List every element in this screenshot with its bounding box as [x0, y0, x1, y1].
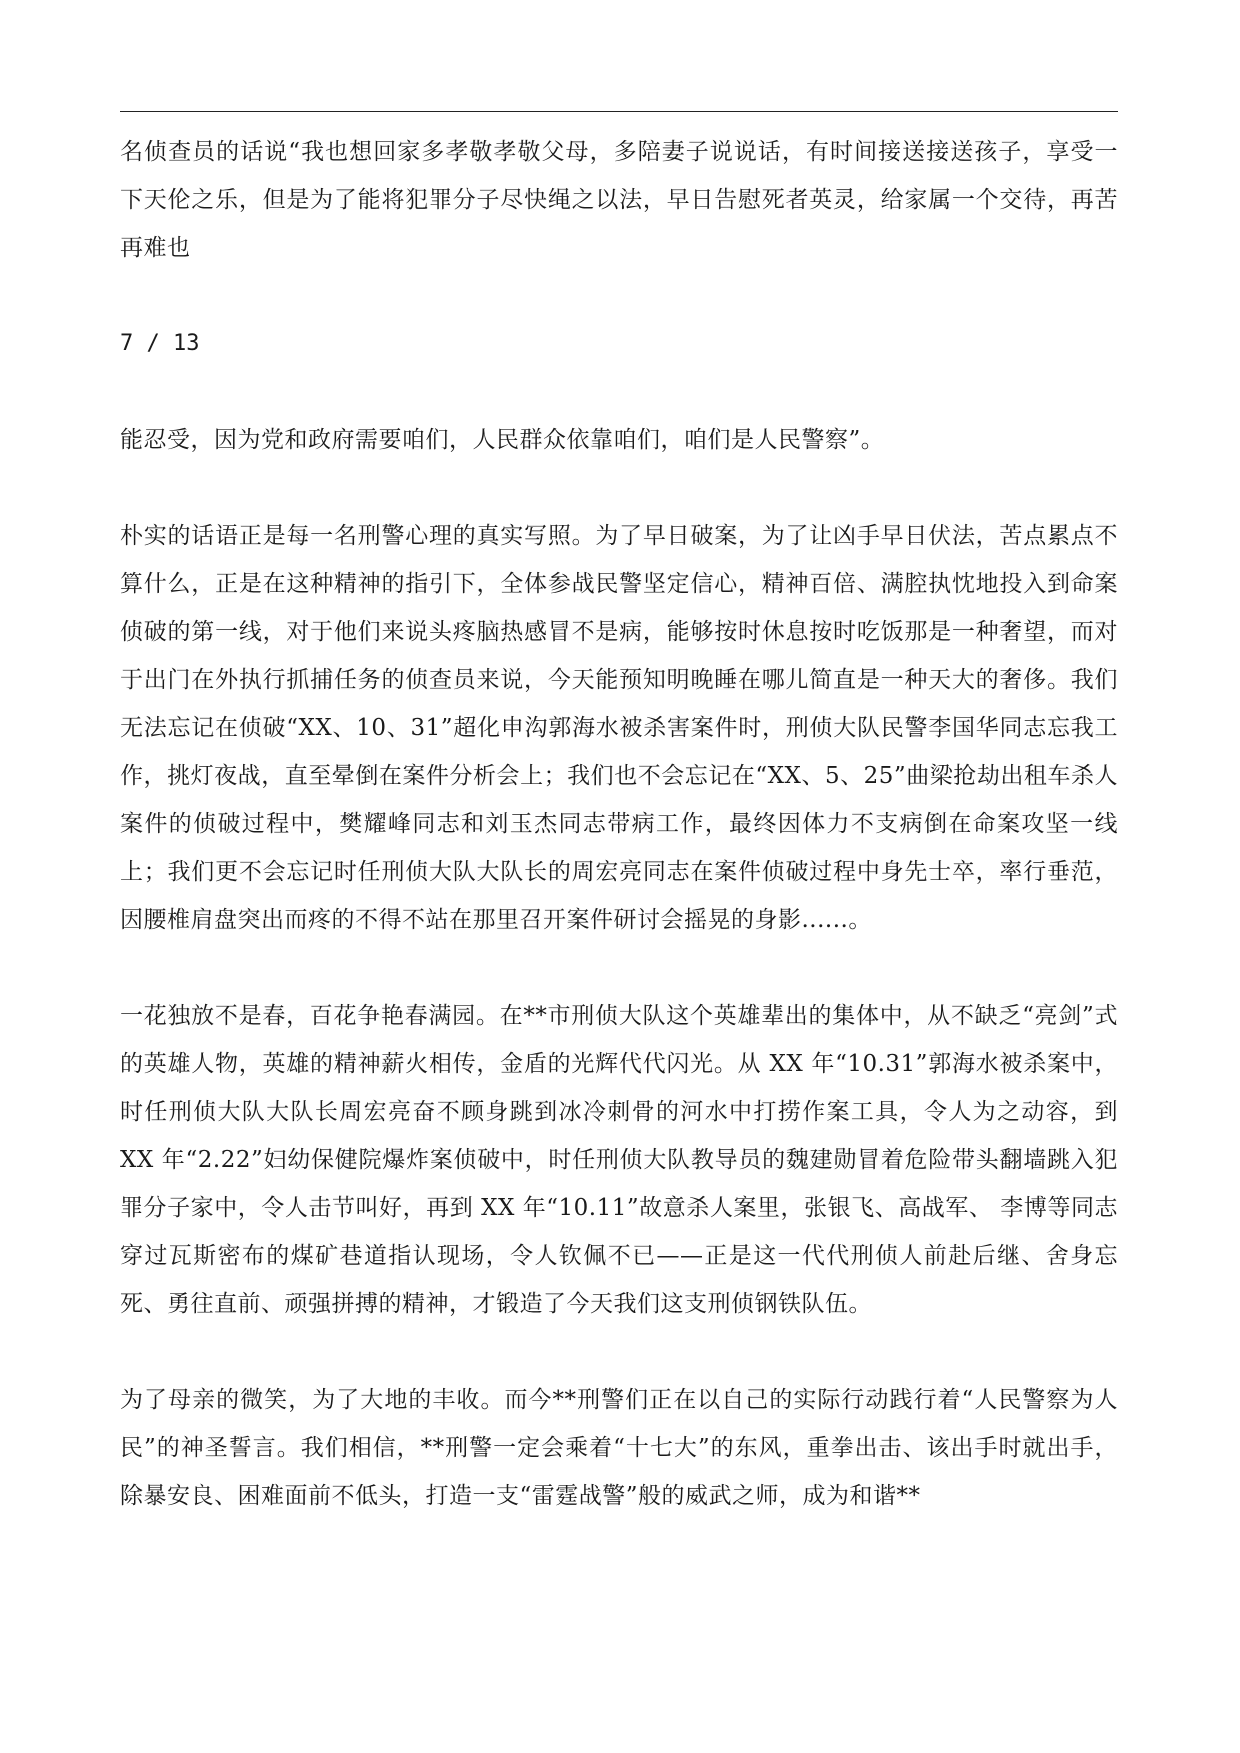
paragraph-body: 为了母亲的微笑，为了大地的丰收。而今**刑警们正在以自己的实际行动践行着“人民警察为人民”的神圣誓言。我们相信，**刑警一定会乘着“十七大”的东风，重拳出击、该出手时就出手，除暴安良、困难面前不低头，打造一支“雷霆战警”般的威武之师，成为和谐**	[120, 1387, 1118, 1509]
document-body	[120, 128, 1118, 1520]
paragraph-body: 一花独放不是春，百花争艳春满园。在**市刑侦大队这个英雄辈出的集体中，从不缺乏“亮剑”式的英雄人物，英雄的精神薪火相传，金盾的光辉代代闪光。从 XX 年“10.31”郭海水被杀案中，时任刑侦大队大队长周宏亮奋不顾身跳到冰冷刺骨的河水中打捞作案工具，令人为之动容，到 XX 年“2.22”妇幼保健院爆炸案侦破中，时任刑侦大队教导员的魏建勋冒着危险带头翻墙跳入犯罪分子家中，令人击节叫好，再到 XX 年“10.11”故意杀人案里，张银飞、高战军、 李博等同志穿过瓦斯密布的煤矿巷道指认现场，令人钦佩不已——正是这一代代刑侦人前赴后继、舍身忘死、勇往直前、顽强拼搏的精神，才锻造了今天我们这支刑侦钢铁队伍。	[120, 1003, 1118, 1317]
page-number: 7 / 13	[120, 331, 200, 356]
header-divider	[120, 111, 1118, 112]
paragraph-continued: 名侦查员的话说“我也想回家多孝敬孝敬父母，多陪妻子说说话，有时间接送接送孩子，享受一下天伦之乐，但是为了能将犯罪分子尽快绳之以法，早日告慰死者英灵，给家属一个交待，再苦再难也	[120, 139, 1118, 261]
paragraph-continuation: 能忍受，因为党和政府需要咱们，人民群众依靠咱们，咱们是人民警察”。	[120, 427, 885, 453]
paragraph-body: 朴实的话语正是每一名刑警心理的真实写照。为了早日破案，为了让凶手早日伏法，苦点累点不算什么，正是在这种精神的指引下，全体参战民警坚定信心，精神百倍、满腔执忱地投入到命案侦破的第一线，对于他们来说头疼脑热感冒不是病，能够按时休息按时吃饭那是一种奢望，而对于出门在外执行抓捕任务的侦查员来说，今天能预知明晚睡在哪儿简直是一种天大的奢侈。我们无法忘记在侦破“XX、10、31”超化申沟郭海水被杀害案件时，刑侦大队民警李国华同志忘我工作，挑灯夜战，直至晕倒在案件分析会上；我们也不会忘记在“XX、5、25”曲梁抢劫出租车杀人案件的侦破过程中，樊耀峰同志和刘玉杰同志带病工作，最终因体力不支病倒在命案攻坚一线上；我们更不会忘记时任刑侦大队大队长的周宏亮同志在案件侦破过程中身先士卒，率行垂范，因腰椎肩盘突出而疼的不得不站在那里召开案件研讨会摇晃的身影......。	[120, 523, 1118, 933]
